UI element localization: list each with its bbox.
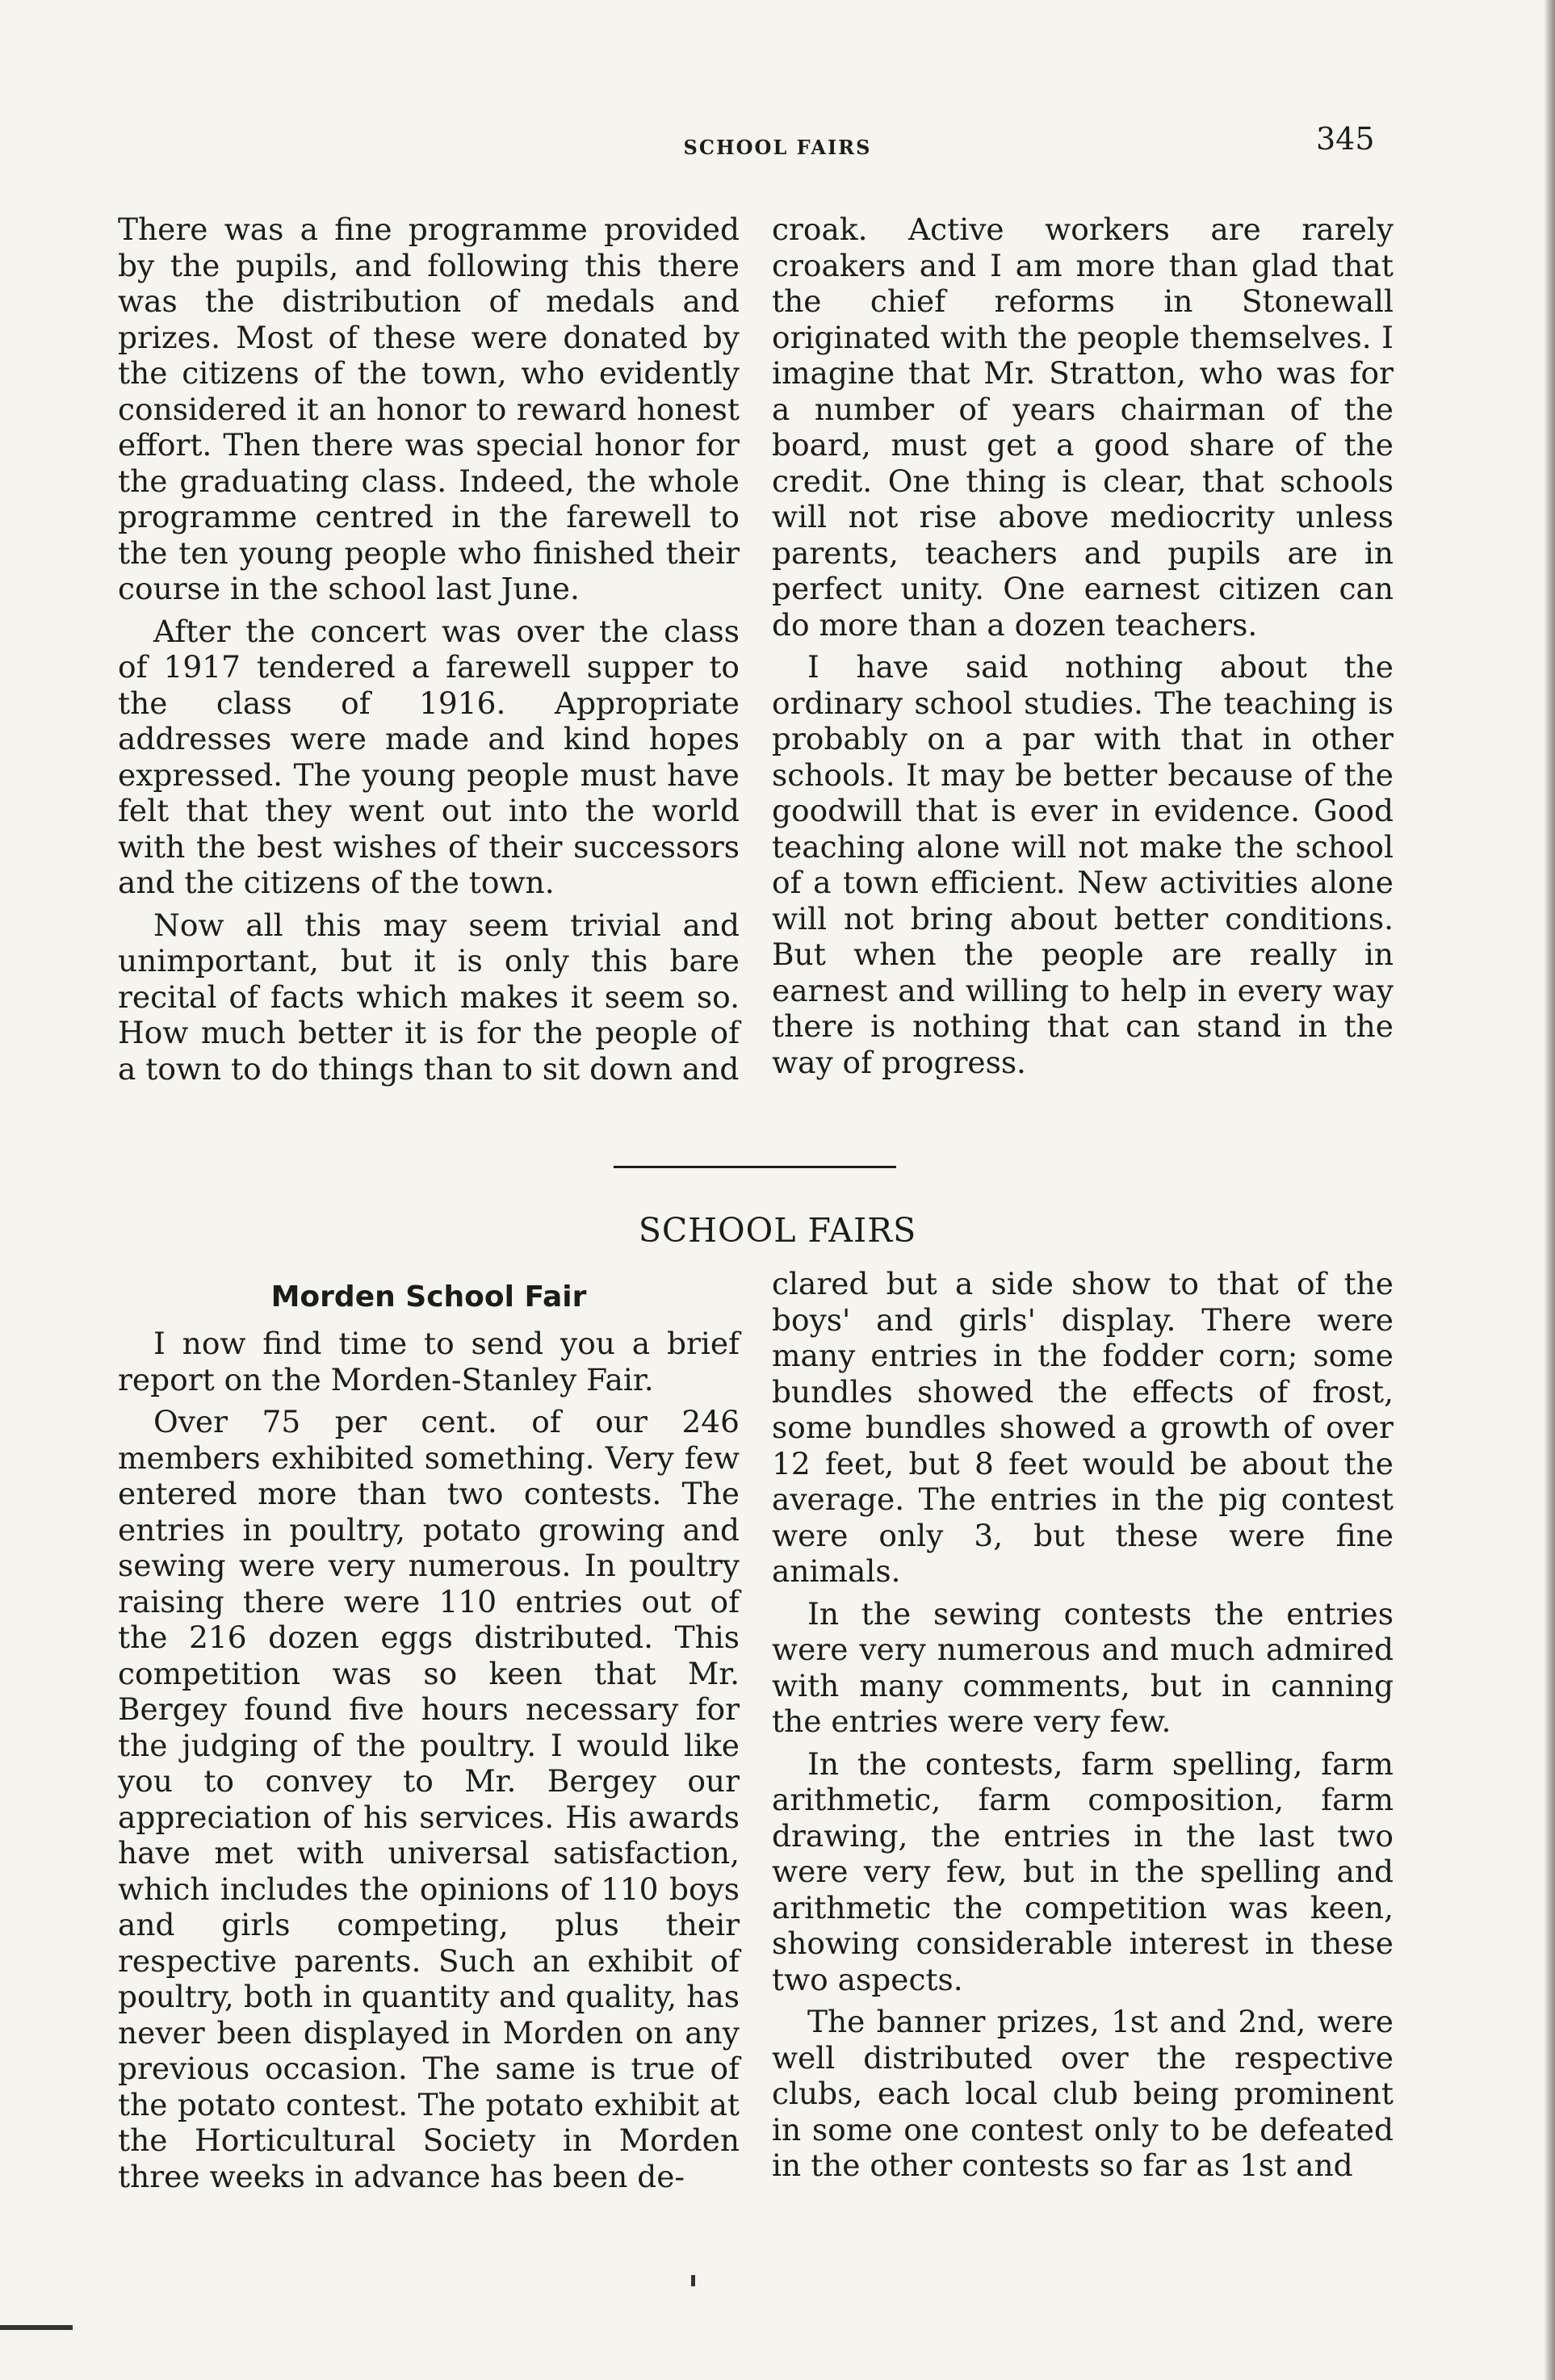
paragraph: The banner prizes, 1st and 2nd, were well distributed over the respective clubs, each local club being prominent in some one contest only to be defeated in the other contests so far as 1st and: [772, 2004, 1394, 2183]
bottom-right-column: [772, 1266, 1394, 2184]
scan-edge: [1544, 0, 1555, 2380]
article-title: Morden School Fair: [270, 1280, 587, 1314]
paragraph: In the sewing contests the entries were very numerous and much admired with many comments, but in canning the entries were very few.: [772, 1595, 1394, 1739]
paragraph: After the concert was over the class of 1917 tendered a farewell supper to the class of 1916. Appropriate addresses were made and kind hopes expressed. The young people must have felt that they went out into the world with the best wishes of their successors and the citizens of the town.: [118, 613, 740, 900]
page-number: 345: [1316, 121, 1375, 157]
top-right-column: [772, 212, 1394, 1080]
paragraph: I now find time to send you a brief report on the Morden-Stanley Fair.: [118, 1326, 740, 1397]
paragraph: I have said nothing about the ordinary school studies. The teaching is probably on a par with that in other schools. It may be better because of the goodwill that is ever in evidence. Good teaching alone will not make the school of a town efficient. New activities alone will not bring about better conditions. But when the people are really in earnest and willing to help in every way there is nothing that can stand in the way of progress.: [772, 649, 1394, 1080]
scan-mark: [691, 2275, 695, 2286]
section-title: SCHOOL FAIRS: [638, 1211, 917, 1250]
section-divider: [614, 1166, 896, 1168]
bottom-left-column: [118, 1277, 740, 2194]
scan-mark: [0, 2325, 73, 2330]
paragraph: croak. Active workers are rarely croakers and I am more than glad that the chief reforms in Stonewall originated with the people themselves. I imagine that Mr. Stratton, who was for a number of years chairman of the board, must get a good share of the credit. One thing is clear, that schools will not rise above mediocrity unless parents, teachers and pupils are in perfect unity. One earnest citizen can do more than a dozen teachers.: [772, 212, 1394, 643]
top-left-column: [118, 212, 740, 1087]
paragraph: There was a fine programme provided by the pupils, and following this there was the distribution of medals and prizes. Most of these were donated by the citizens of the town, who evidently considered it an honor to reward honest effort. Then there was special honor for the graduating class. Indeed, the whole programme centred in the farewell to the ten young people who finished their course in the school last June.: [118, 212, 740, 606]
paragraph: clared but a side show to that of the boys' and girls' display. There were many entries in the fodder corn; some bundles showed the effects of frost, some bundles showed a growth of over 12 feet, but 8 feet would be about the average. The entries in the pig contest were only 3, but these were fine animals.: [772, 1266, 1394, 1589]
running-head: SCHOOL FAIRS: [683, 136, 872, 159]
paragraph: In the contests, farm spelling, farm arithmetic, farm composition, farm drawing, the entries in the last two were very few, but in the spelling and arithmetic the competition was keen, showing considerable interest in these two aspects.: [772, 1745, 1394, 1997]
paragraph: Now all this may seem trivial and unimportant, but it is only this bare recital of facts which makes it seem so. How much better it is for the people of a town to do things than to sit down and: [118, 907, 740, 1087]
paragraph: Over 75 per cent. of our 246 members exhibited something. Very few entered more than two contests. The entries in poultry, potato growing and sewing were very numerous. In poultry raising there were 110 entries out of the 216 dozen eggs distributed. This competition was so keen that Mr. Bergey found five hours necessary for the judging of the poultry. I would like you to convey to Mr. Bergey our appreciation of his services. His awards have met with universal satisfaction, which includes the opinions of 110 boys and girls competing, plus their respective parents. Such an exhibit of poultry, both in quantity and quality, has never been displayed in Morden on any previous occasion. The same is true of the potato contest. The potato exhibit at the Horticultural Society in Morden three weeks in advance has been de-: [118, 1404, 740, 2194]
